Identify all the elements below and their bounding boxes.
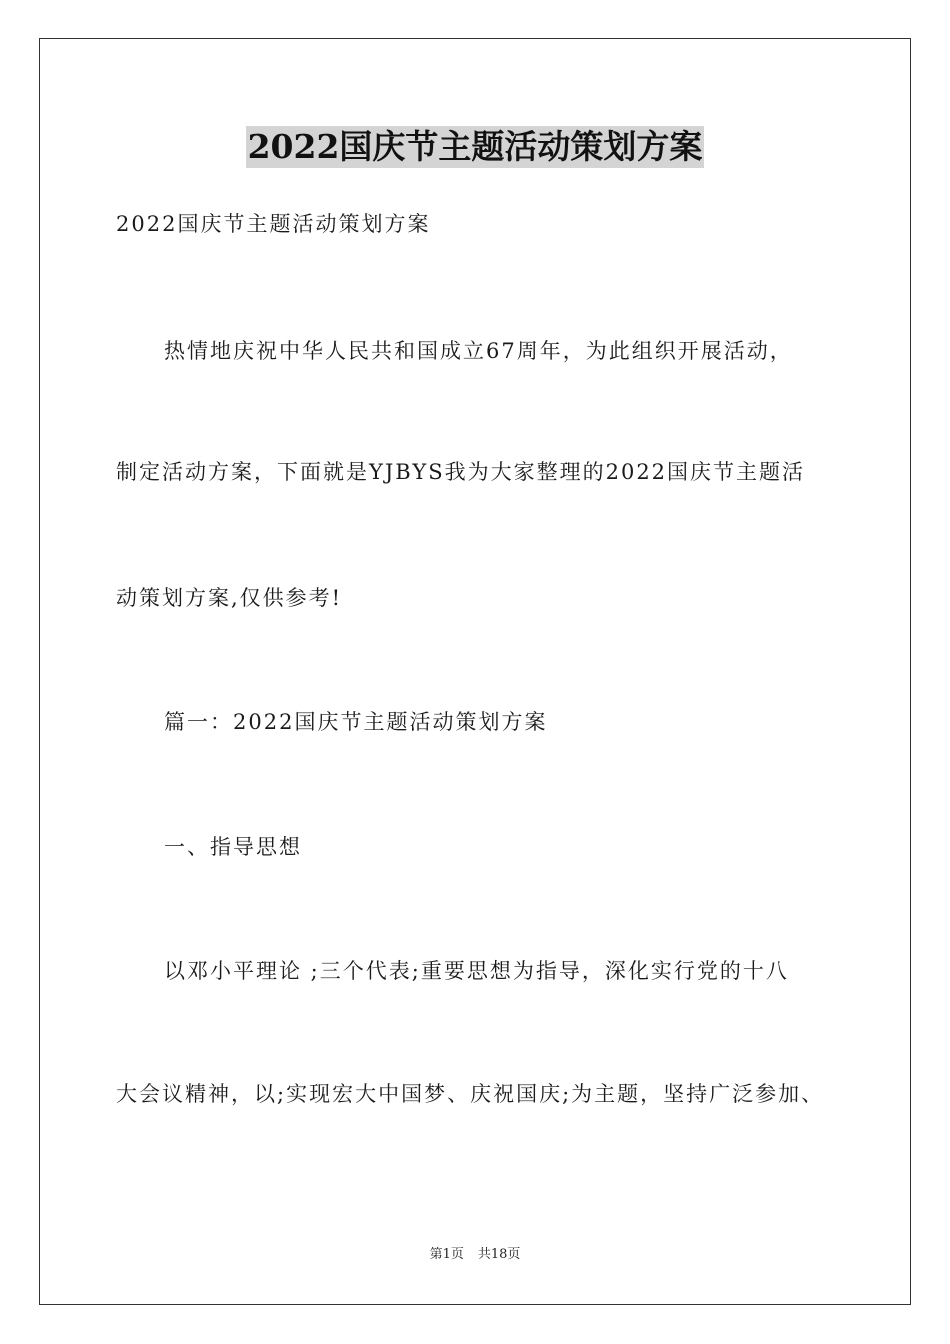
body-line-1: 热情地庆祝中华人民共和国成立67周年，为此组织开展活动， xyxy=(164,339,793,363)
subsection-heading: 一、指导思想 xyxy=(164,835,302,859)
document-title-text: 2022国庆节主题活动策划方案 xyxy=(247,127,703,166)
body-line-4: 以邓小平理论 ;三个代表;重要思想为指导，深化实行党的十八 xyxy=(164,959,789,983)
subtitle-line: 2022国庆节主题活动策划方案 xyxy=(116,212,431,236)
document-title xyxy=(0,126,950,168)
body-line-2: 制定活动方案，下面就是YJBYS我为大家整理的2022国庆节主题活 xyxy=(116,460,806,484)
page-footer xyxy=(0,1246,950,1264)
section-heading: 篇一：2022国庆节主题活动策划方案 xyxy=(164,710,548,734)
body-line-3: 动策划方案,仅供参考! xyxy=(116,586,343,610)
body-line-5: 大会议精神，以;实现宏大中国梦、庆祝国庆;为主题，坚持广泛参加、 xyxy=(116,1082,825,1106)
page-number: 第1页 xyxy=(429,1247,464,1262)
page-total: 共18页 xyxy=(477,1247,521,1262)
